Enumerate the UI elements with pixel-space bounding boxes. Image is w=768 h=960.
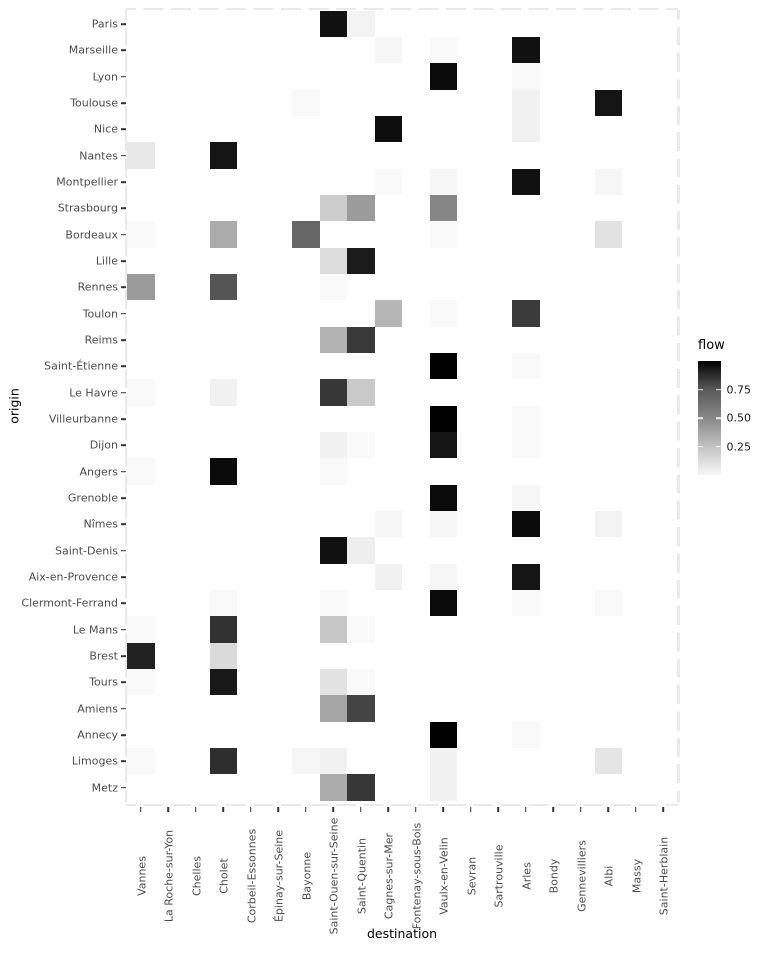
x-axis-label: Gennevilliers <box>575 840 589 912</box>
heatmap-cell <box>127 669 155 695</box>
y-axis-label: Lille <box>95 254 118 268</box>
x-axis-label: Corbeil-Essonnes <box>245 828 259 924</box>
heatmap-cell <box>292 748 320 774</box>
y-axis-tick <box>121 234 126 236</box>
heatmap-cell <box>347 774 375 800</box>
x-axis-label: Cholet <box>217 858 231 894</box>
y-axis-tick <box>121 23 126 25</box>
heatmap-cell <box>210 643 238 669</box>
heatmap-cell <box>375 511 403 537</box>
heatmap-cell <box>430 63 458 89</box>
heatmap-cell <box>347 669 375 695</box>
y-axis-label: Villeurbanne <box>48 412 118 426</box>
heatmap-cell <box>292 90 320 116</box>
y-axis-tick <box>121 629 126 631</box>
heatmap-cell <box>430 37 458 63</box>
heatmap-cell <box>512 511 540 537</box>
y-axis-title: origin <box>6 388 22 424</box>
heatmap-cell <box>127 142 155 168</box>
panel-edge-top <box>126 8 678 10</box>
x-axis-label: Sevran <box>465 856 479 896</box>
y-axis-tick <box>121 286 126 288</box>
heatmap-cell <box>127 643 155 669</box>
heatmap-cell <box>430 564 458 590</box>
heatmap-cell <box>430 722 458 748</box>
heatmap-cell <box>512 406 540 432</box>
y-axis-label: Nice <box>93 122 118 136</box>
x-axis-label: Massy <box>630 858 644 894</box>
x-axis-tick <box>552 807 554 812</box>
heatmap-cell <box>430 485 458 511</box>
x-axis-label: Fontenay-sous-Bois <box>410 822 424 930</box>
heatmap-cell <box>595 511 623 537</box>
y-axis-label: Metz <box>91 781 118 795</box>
y-axis-tick <box>121 418 126 420</box>
heatmap-cell <box>430 590 458 616</box>
heatmap-cell <box>320 274 348 300</box>
y-axis-tick <box>121 576 126 578</box>
y-axis-label: Amiens <box>77 702 118 716</box>
y-axis-tick <box>121 102 126 104</box>
heatmap-cell <box>320 590 348 616</box>
heatmap-cell <box>430 353 458 379</box>
heatmap-cell <box>595 169 623 195</box>
y-axis-label: Grenoble <box>67 491 118 505</box>
heatmap-cell <box>210 221 238 247</box>
y-axis-label: Reims <box>84 333 118 347</box>
heatmap-cell <box>430 748 458 774</box>
heatmap-cell <box>512 590 540 616</box>
heatmap-cell <box>512 300 540 326</box>
heatmap-cell <box>210 142 238 168</box>
x-axis-tick <box>387 807 389 812</box>
heatmap-cell <box>375 300 403 326</box>
heatmap-cell <box>430 221 458 247</box>
heatmap-cell <box>320 11 348 37</box>
x-axis-tick <box>332 807 334 812</box>
x-axis-label: Saint-Herblain <box>657 836 671 916</box>
y-axis-tick <box>121 313 126 315</box>
heatmap-cell <box>320 616 348 642</box>
y-axis-tick <box>121 365 126 367</box>
heatmap-cell <box>320 669 348 695</box>
y-axis-tick <box>121 760 126 762</box>
heatmap-cell <box>375 116 403 142</box>
heatmap-cell <box>512 90 540 116</box>
y-axis-label: Aix-en-Provence <box>28 570 118 584</box>
heatmap-cell <box>430 432 458 458</box>
y-axis-tick <box>121 681 126 683</box>
panel-edge-bottom <box>126 804 678 806</box>
y-axis-label: Le Mans <box>72 623 118 637</box>
x-axis-tick <box>222 807 224 812</box>
legend-tick <box>716 389 721 391</box>
heatmap-cell <box>512 37 540 63</box>
heatmap-cell <box>320 195 348 221</box>
y-axis-label: Nantes <box>79 149 118 163</box>
x-axis-label: Arles <box>520 862 534 890</box>
y-axis-label: Le Havre <box>69 386 118 400</box>
heatmap-cell <box>127 379 155 405</box>
heatmap-cell <box>512 432 540 458</box>
y-axis-label: Rennes <box>77 280 118 294</box>
y-axis-label: Montpellier <box>56 175 118 189</box>
heatmap-cell <box>127 274 155 300</box>
legend-tick <box>716 417 721 419</box>
heatmap-cell <box>127 458 155 484</box>
legend-tick <box>716 446 721 448</box>
y-axis-tick <box>121 602 126 604</box>
heatmap-cell <box>430 195 458 221</box>
heatmap-cell <box>210 616 238 642</box>
heatmap-cell <box>347 11 375 37</box>
heatmap-cell <box>375 564 403 590</box>
heatmap-cell <box>595 748 623 774</box>
y-axis-tick <box>121 50 126 52</box>
y-axis-label: Marseille <box>68 43 118 57</box>
heatmap-cell <box>595 221 623 247</box>
x-axis-label: Saint-Quentin <box>355 837 369 915</box>
x-axis-tick <box>525 807 527 812</box>
heatmap-cell <box>512 722 540 748</box>
y-axis-tick <box>121 155 126 157</box>
x-axis-label: Saint-Ouen-sur-Seine <box>327 817 341 935</box>
heatmap-cell <box>127 748 155 774</box>
legend-title: flow <box>698 338 725 353</box>
heatmap-cell <box>595 590 623 616</box>
y-axis-label: Saint-Denis <box>54 544 118 558</box>
heatmap-cell <box>347 379 375 405</box>
x-axis-label: Sartrouville <box>492 844 506 908</box>
y-axis-label: Dijon <box>89 438 118 452</box>
heatmap-cell <box>347 195 375 221</box>
heatmap-cell <box>320 695 348 721</box>
heatmap-cell <box>210 590 238 616</box>
heatmap-cell <box>210 748 238 774</box>
heatmap-cell <box>347 432 375 458</box>
x-axis-label: Chelles <box>190 855 204 897</box>
heatmap-cell <box>512 485 540 511</box>
heatmap-cell <box>320 379 348 405</box>
heatmap-cell <box>512 169 540 195</box>
x-axis-tick <box>497 807 499 812</box>
x-axis-title: destination <box>366 926 438 941</box>
legend-label: 0.50 <box>726 411 751 425</box>
y-axis-tick <box>121 787 126 789</box>
y-axis-tick <box>121 392 126 394</box>
y-axis-tick <box>121 76 126 78</box>
y-axis-tick <box>121 708 126 710</box>
heatmap-cell <box>375 169 403 195</box>
y-axis-label: Saint-Étienne <box>44 359 118 373</box>
panel-edge-right <box>677 10 679 802</box>
y-axis-label: Toulon <box>82 307 118 321</box>
x-axis-tick <box>662 807 664 812</box>
x-axis-tick <box>277 807 279 812</box>
y-axis-tick <box>121 444 126 446</box>
legend-label: 0.75 <box>726 383 751 396</box>
x-axis-tick <box>305 807 307 812</box>
y-axis-tick <box>121 471 126 473</box>
y-axis-label: Brest <box>89 649 118 663</box>
x-axis-tick <box>167 807 169 812</box>
x-axis-tick <box>442 807 444 812</box>
heatmap-cell <box>127 616 155 642</box>
heatmap-cell <box>127 221 155 247</box>
heatmap-cell <box>347 248 375 274</box>
heatmap-cell <box>430 406 458 432</box>
x-axis-tick <box>140 807 142 812</box>
x-axis-tick <box>415 807 417 812</box>
heatmap-cell <box>430 169 458 195</box>
y-axis-tick <box>121 339 126 341</box>
x-axis-label: Albi <box>602 865 616 887</box>
y-axis-tick <box>121 181 126 183</box>
heatmap-cell <box>320 432 348 458</box>
y-axis-tick <box>121 497 126 499</box>
x-axis-label: Vaulx-en-Velin <box>437 837 451 915</box>
y-axis-label: Toulouse <box>70 96 118 110</box>
x-axis-label: Épinay-sur-Seine <box>272 829 286 923</box>
heatmap-cell <box>320 748 348 774</box>
y-axis-tick <box>121 260 126 262</box>
heatmap-cell <box>347 695 375 721</box>
heatmap-cell <box>210 669 238 695</box>
heatmap-cell <box>347 616 375 642</box>
y-axis-label: Lyon <box>92 70 118 84</box>
heatmap-cell <box>210 379 238 405</box>
y-axis-label: Angers <box>79 465 118 479</box>
heatmap-cell <box>430 774 458 800</box>
heatmap-cell <box>512 353 540 379</box>
heatmap-cell <box>512 63 540 89</box>
x-axis-tick <box>607 807 609 812</box>
heatmap-cell <box>210 458 238 484</box>
x-axis-label: Cagnes-sur-Mer <box>382 832 396 920</box>
y-axis-tick <box>121 655 126 657</box>
y-axis-label: Strasbourg <box>57 201 118 215</box>
heatmap-cell <box>512 564 540 590</box>
heatmap-cell <box>292 221 320 247</box>
legend-label: 0.25 <box>726 440 751 453</box>
legend-tick <box>698 446 703 448</box>
x-axis-tick <box>250 807 252 812</box>
x-axis-tick <box>360 807 362 812</box>
x-axis-label: Vannes <box>135 856 149 896</box>
y-axis-label: Paris <box>91 17 118 31</box>
heatmap-cell <box>320 327 348 353</box>
heatmap-cell <box>430 300 458 326</box>
x-axis-tick <box>635 807 637 812</box>
heatmap-cell <box>320 537 348 563</box>
heatmap-cell <box>347 537 375 563</box>
x-axis-tick <box>470 807 472 812</box>
y-axis-label: Tours <box>89 675 118 689</box>
y-axis-label: Bordeaux <box>65 228 118 242</box>
x-axis-tick <box>580 807 582 812</box>
legend-tick <box>698 417 703 419</box>
heatmap-cell <box>430 511 458 537</box>
heatmap-cell <box>320 458 348 484</box>
heatmap-cell <box>595 90 623 116</box>
x-axis-label: La Roche-sur-Yon <box>162 829 176 923</box>
x-axis-tick <box>195 807 197 812</box>
y-axis-tick <box>121 734 126 736</box>
legend-tick <box>698 389 703 391</box>
heatmap-cell <box>210 274 238 300</box>
y-axis-tick <box>121 523 126 525</box>
y-axis-label: Clermont-Ferrand <box>21 596 118 610</box>
heatmap-cell <box>375 37 403 63</box>
y-axis-label: Annecy <box>77 728 118 742</box>
y-axis-label: Nîmes <box>83 517 118 531</box>
x-axis-label: Bondy <box>547 858 561 894</box>
heatmap-cell <box>512 116 540 142</box>
heatmap-cell <box>347 327 375 353</box>
y-axis-tick <box>121 550 126 552</box>
heatmap-cell <box>320 248 348 274</box>
heatmap-cell <box>320 774 348 800</box>
y-axis-label: Limoges <box>71 754 118 768</box>
y-axis-tick <box>121 208 126 210</box>
y-axis-tick <box>121 129 126 131</box>
x-axis-label: Bayonne <box>300 851 314 901</box>
